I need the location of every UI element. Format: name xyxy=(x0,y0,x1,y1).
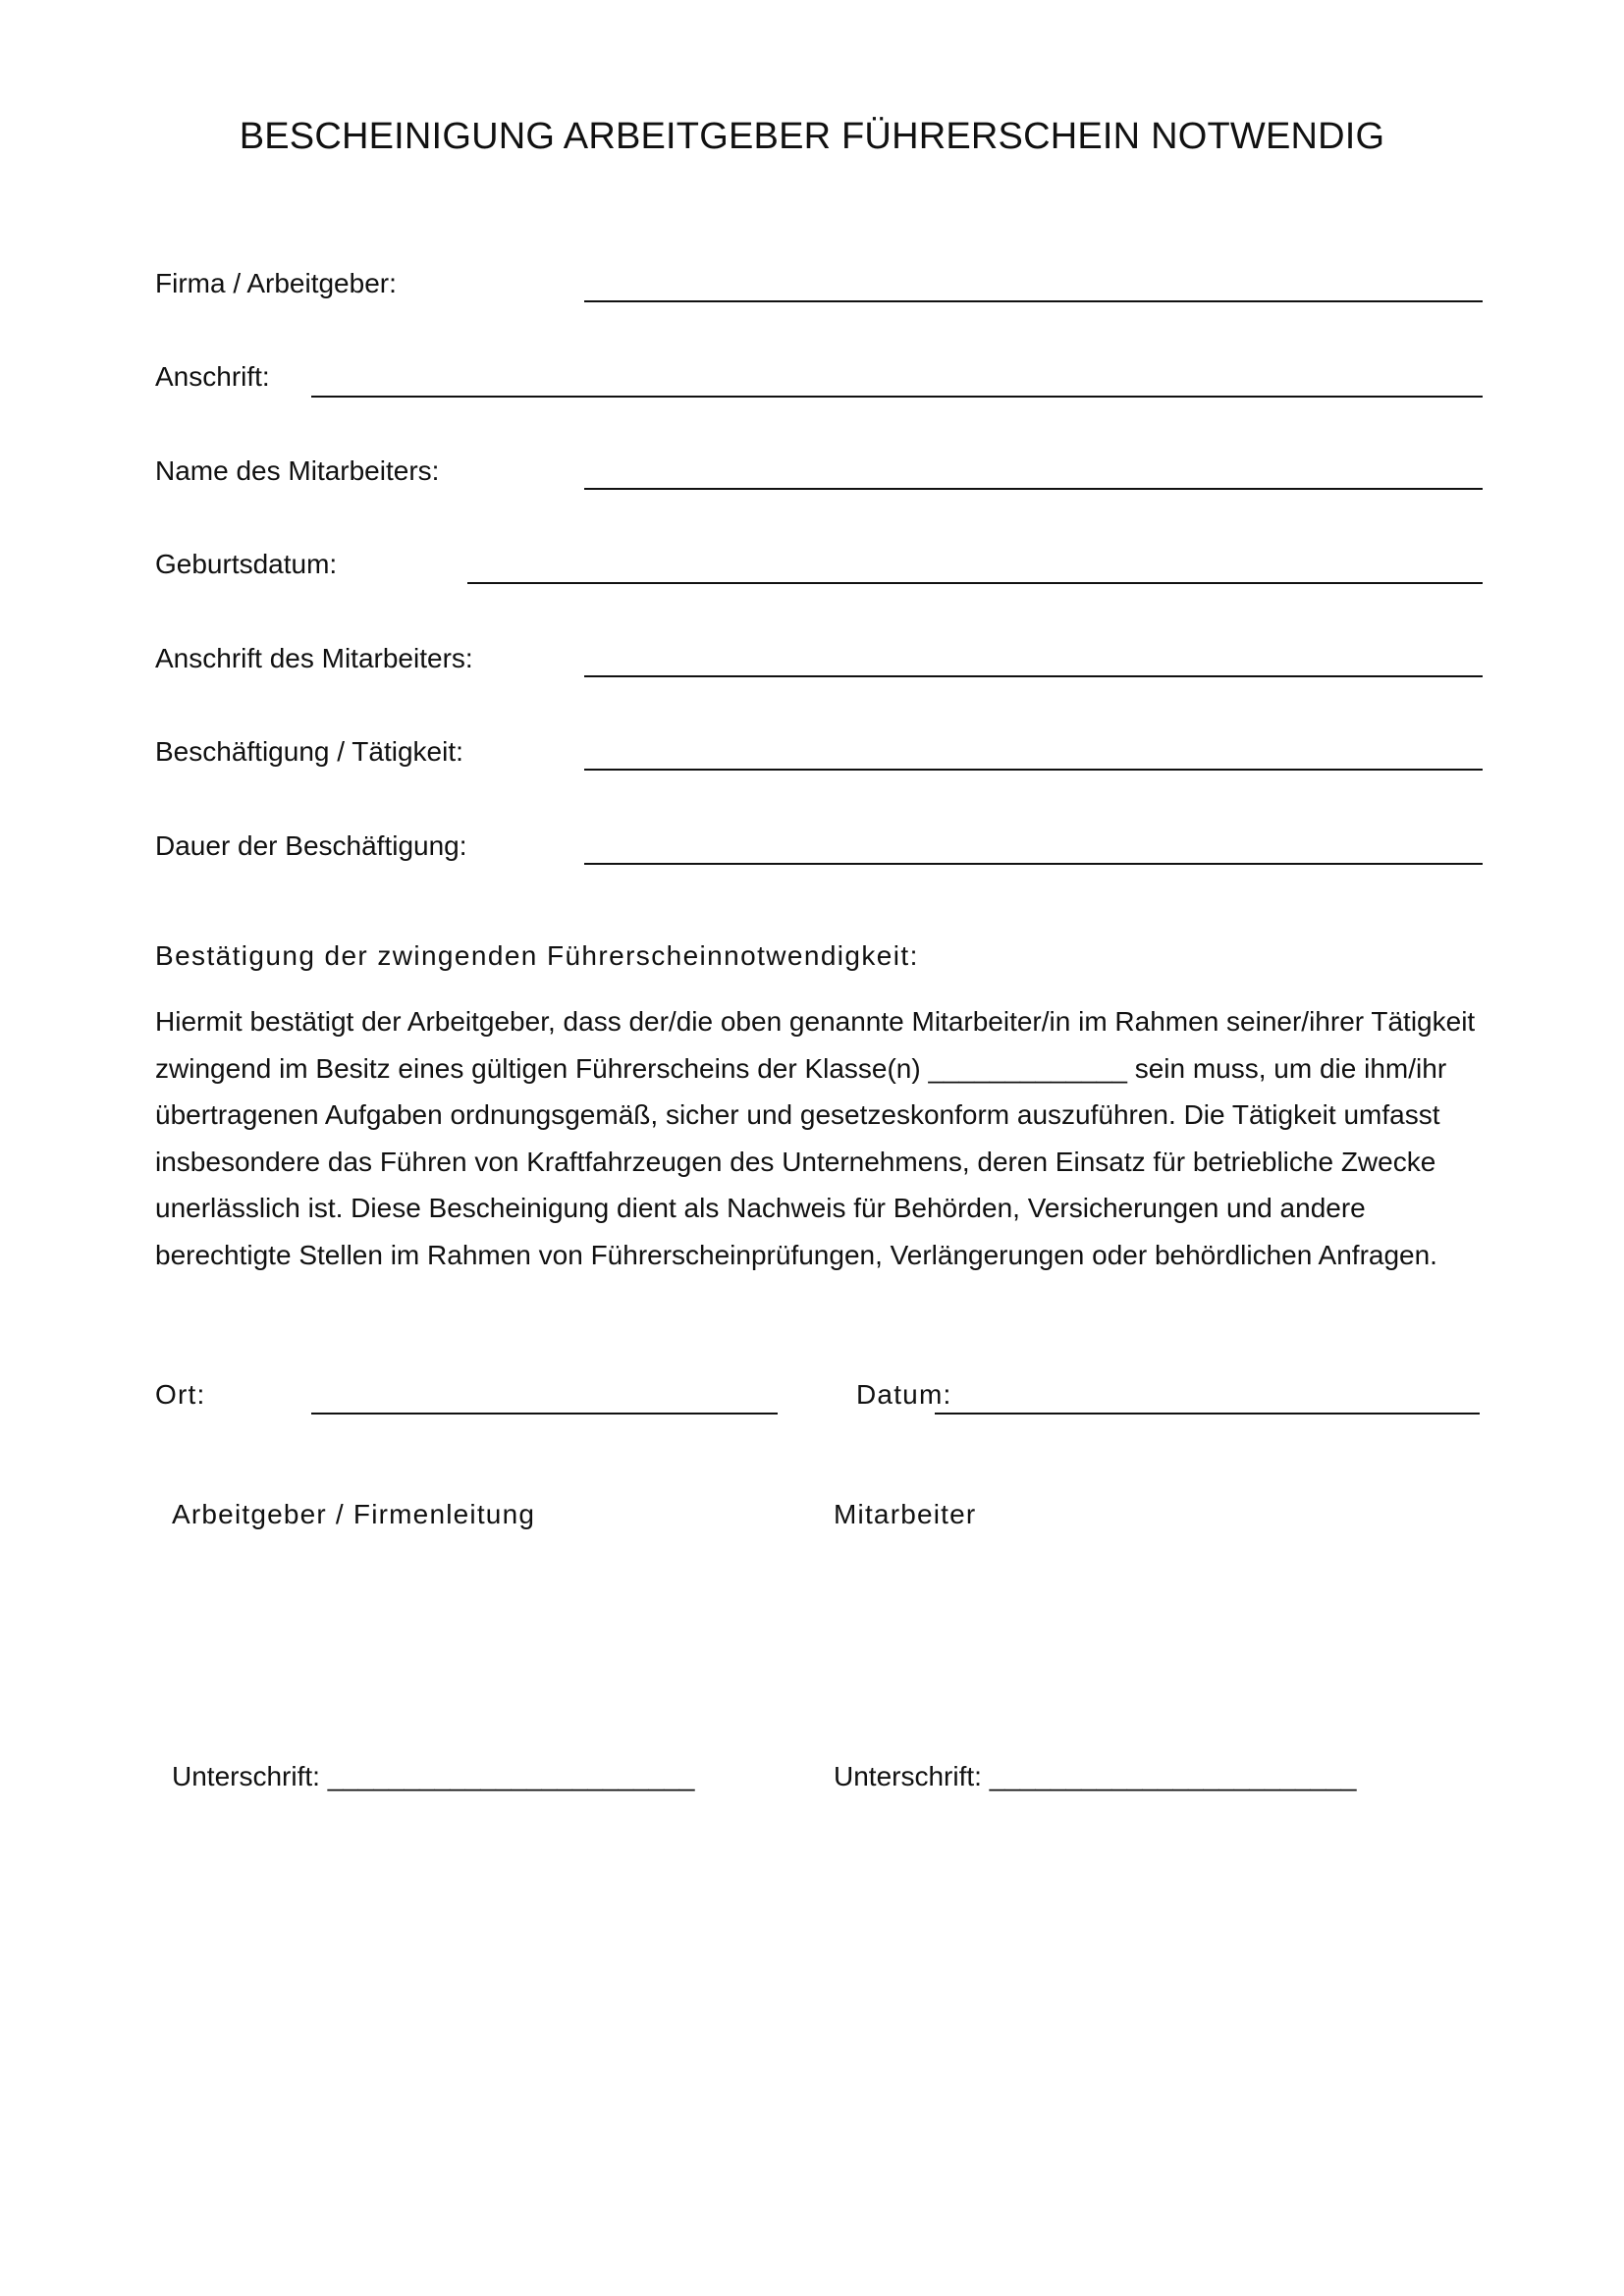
field-row-name-mitarbeiter xyxy=(155,454,1483,504)
field-line-anschrift-mitarbeiter[interactable] xyxy=(584,675,1483,677)
field-row-beschaeftigung xyxy=(155,735,1483,784)
employee-signature-field[interactable]: Unterschrift: ________________________ xyxy=(834,1761,1357,1791)
employer-heading: Arbeitgeber / Firmenleitung xyxy=(172,1499,536,1529)
field-line-name-mitarbeiter[interactable] xyxy=(584,488,1483,490)
employer-signature-field[interactable]: Unterschrift: ________________________ xyxy=(172,1761,695,1791)
employee-heading: Mitarbeiter xyxy=(834,1499,977,1529)
field-label-beschaeftigung: Beschäftigung / Tätigkeit: xyxy=(155,736,463,767)
field-row-geburtsdatum xyxy=(155,548,1483,597)
field-label-name-mitarbeiter: Name des Mitarbeiters: xyxy=(155,455,440,486)
field-label-firma: Firma / Arbeitgeber: xyxy=(155,268,397,298)
field-line-beschaeftigung[interactable] xyxy=(584,769,1483,771)
confirmation-heading: Bestätigung der zwingenden Führerscheinnotwendigkeit: xyxy=(155,940,919,971)
field-row-firma xyxy=(155,267,1483,316)
field-row-dauer xyxy=(155,829,1483,879)
field-label-anschrift-mitarbeiter: Anschrift des Mitarbeiters: xyxy=(155,643,473,673)
confirmation-text: Hiermit bestätigt der Arbeitgeber, dass der/die oben genannte Mitarbeiter/in im Rahmen seiner/ihrer Tätigkeit zwingend im Besitz eines gültigen Führerscheins der Klasse(n) _____________ sein muss, um die ihm/ihr übertragenen Aufgaben ordnungsgemäß, sicher und gesetzeskonform auszuführen. Die Tätigkeit umfasst insbesondere das Führen von Kraftfahrzeugen des Unternehmens, deren Einsatz für betriebliche Zwecke unerlässlich ist. Diese Bescheinigung dient als Nachweis für Behörden, Versicherungen und andere berechtigte Stellen im Rahmen von Führerscheinprüfungen, Verlängerungen oder behördlichen Anfragen. xyxy=(155,1006,1476,1270)
field-line-anschrift[interactable] xyxy=(311,396,1483,398)
field-line-geburtsdatum[interactable] xyxy=(467,582,1483,584)
field-label-anschrift: Anschrift: xyxy=(155,361,270,392)
field-label-geburtsdatum: Geburtsdatum: xyxy=(155,549,338,579)
field-line-dauer[interactable] xyxy=(584,863,1483,865)
ort-label: Ort: xyxy=(155,1379,206,1410)
ort-line[interactable] xyxy=(311,1413,778,1415)
field-row-anschrift-mitarbeiter xyxy=(155,642,1483,691)
datum-line[interactable] xyxy=(935,1413,1480,1415)
document-title: BESCHEINIGUNG ARBEITGEBER FÜHRERSCHEIN NOTWENDIG xyxy=(239,116,1385,157)
field-line-firma[interactable] xyxy=(584,300,1483,302)
field-row-anschrift xyxy=(155,360,1483,409)
datum-label: Datum: xyxy=(856,1379,952,1410)
field-label-dauer: Dauer der Beschäftigung: xyxy=(155,830,467,861)
